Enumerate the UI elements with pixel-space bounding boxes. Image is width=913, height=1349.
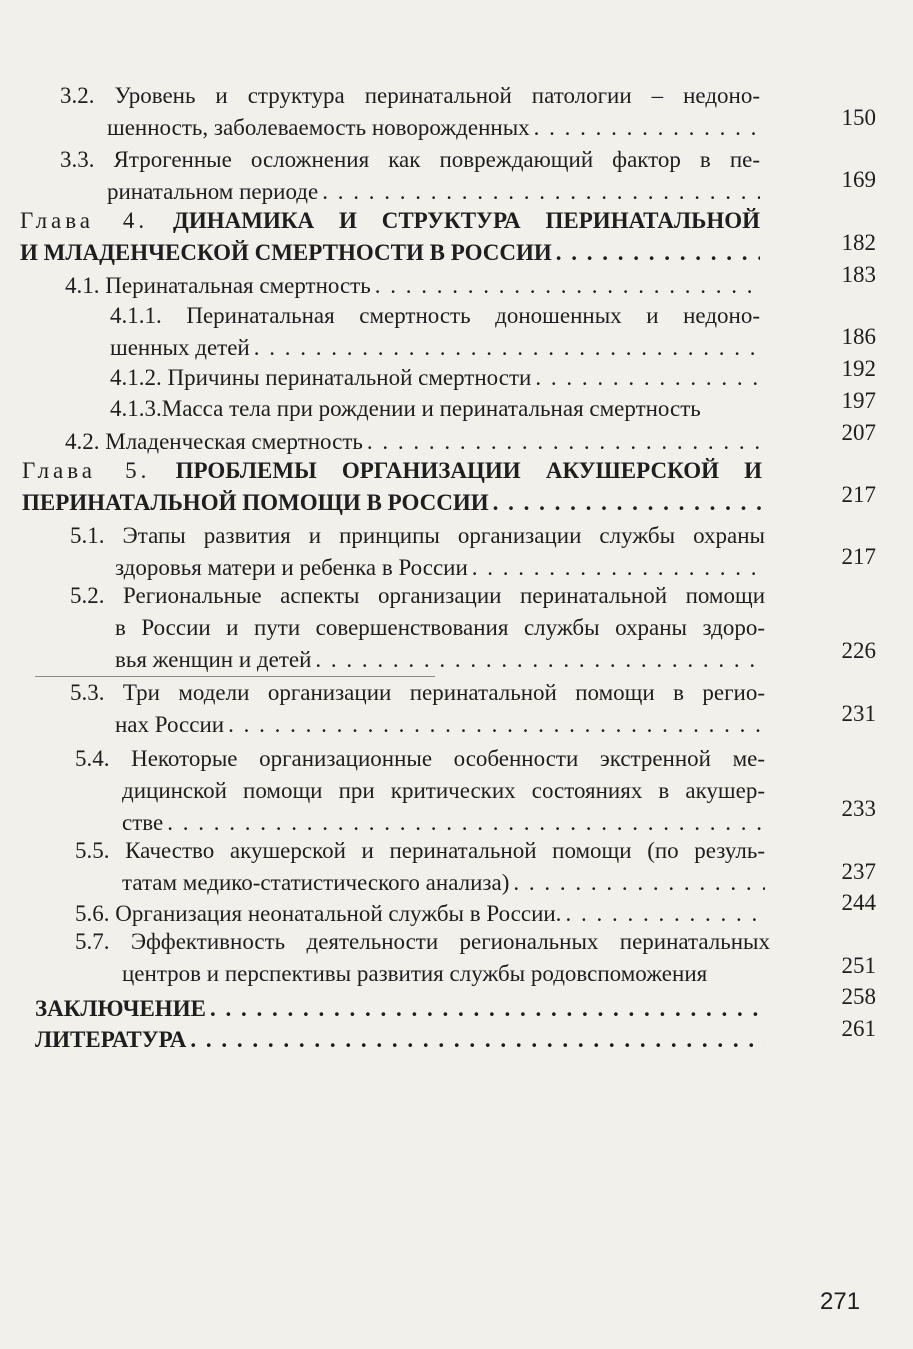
toc-entry-5-2	[70, 580, 765, 676]
leader-dots	[190, 1024, 765, 1056]
toc-entry-3-3	[60, 144, 760, 208]
toc-literature	[35, 1024, 765, 1056]
entry-title-line: здоровья матери и ребенка в России	[115, 555, 468, 580]
entry-title-line: Эффективность деятельности региональных перинатальных	[130, 929, 770, 954]
entry-title-line: Причины перинатальной смертности	[167, 365, 532, 390]
entry-title-line: Перинатальная смертность	[105, 273, 371, 298]
toc-entry-3-2	[60, 80, 760, 144]
entry-number: 5.1.	[70, 523, 105, 548]
entry-number: 5.5.	[75, 838, 110, 863]
chapter-label: Глава 4.	[20, 208, 149, 233]
entry-title-line: вья женщин и детей	[115, 647, 312, 672]
page-ref: 217	[841, 544, 876, 569]
entry-number: 4.1.1.	[110, 303, 162, 328]
entry-number: 5.3.	[70, 680, 105, 705]
page-ref: 244	[841, 890, 876, 915]
entry-title-line: в России и пути совершенствования службы охраны здоро-	[115, 615, 765, 640]
entry-title-line: Уровень и структура перинатальной патологии – недоно-	[114, 83, 760, 108]
toc-entry-4-1-1	[110, 300, 760, 364]
leader-dots	[535, 362, 760, 394]
entry-number: 5.2.	[70, 583, 105, 608]
leader-dots	[367, 426, 760, 458]
leader-dots	[534, 112, 760, 144]
page-ref: 261	[841, 1016, 876, 1041]
leader-dots	[375, 270, 760, 302]
page-ref: 186	[841, 324, 876, 349]
entry-title-line: нах России	[115, 712, 225, 737]
page-ref: 182	[841, 230, 876, 255]
page-ref: 197	[841, 388, 876, 413]
page-ref: 207	[841, 420, 876, 445]
toc-chapter-5	[22, 455, 762, 519]
leader-dots	[210, 993, 765, 1025]
entry-number: 4.1.3.	[110, 396, 162, 421]
page-ref: 217	[841, 482, 876, 507]
entry-title-line: Ятрогенные осложнения как повреждающий фактор в пе-	[113, 147, 761, 172]
leader-dots	[322, 176, 760, 208]
entry-number: 5.6.	[75, 901, 110, 926]
entry-number: 5.7.	[75, 929, 110, 954]
entry-title-line: Перинатальная смертность доношенных и недоно-	[186, 303, 761, 328]
page-ref: 169	[841, 167, 876, 192]
entry-title-line: центров и перспективы развития службы родовспоможения	[122, 961, 708, 986]
entry-title-line: шенность, заболеваемость новорожденных	[107, 115, 530, 140]
page-ref: 231	[841, 701, 876, 726]
entry-title-line: Этапы развития и принципы организации службы охраны	[122, 523, 766, 548]
toc-entry-4-1	[65, 270, 760, 302]
toc-entry-5-5	[75, 835, 765, 899]
entry-title-line: ринатальном периоде	[107, 179, 319, 204]
entry-title-line: Качество акушерской и перинатальной помощи (по резуль-	[125, 838, 765, 863]
toc-entry-5-1	[70, 520, 765, 584]
page-ref: 183	[841, 262, 876, 287]
chapter-title-line: И МЛАДЕНЧЕСКОЙ СМЕРТНОСТИ В РОССИИ	[20, 240, 552, 265]
toc-chapter-4	[20, 205, 760, 269]
section-title: ЛИТЕРАТУРА	[35, 1027, 187, 1052]
page-number: 271	[820, 1288, 861, 1315]
entry-number: 3.2.	[60, 83, 95, 108]
toc-entry-4-2	[65, 426, 760, 458]
entry-number: 3.3.	[60, 147, 95, 172]
toc-conclusion	[35, 993, 765, 1025]
page-ref: 251	[841, 953, 876, 978]
toc-entry-5-4	[75, 743, 765, 839]
entry-title-line: дицинской помощи при критических состояниях в акушер-	[122, 778, 765, 803]
entry-title-line: Некоторые организационные особенности экстренной ме-	[131, 746, 765, 771]
toc-entry-5-7	[75, 926, 770, 990]
entry-number: 5.4.	[75, 746, 110, 771]
entry-title-line: Масса тела при рождении и перинатальная смертность	[161, 396, 701, 421]
entry-number: 4.2.	[65, 429, 100, 454]
chapter-label: Глава 5.	[22, 458, 151, 483]
entry-number: 4.1.	[65, 273, 100, 298]
leader-dots	[493, 487, 762, 519]
entry-title-line: Три модели организации перинатальной помощи в регио-	[122, 680, 765, 705]
page-ref: 233	[841, 796, 876, 821]
toc-entry-5-3	[70, 677, 765, 741]
chapter-title-line: ПЕРИНАТАЛЬНОЙ ПОМОЩИ В РОССИИ	[22, 490, 489, 515]
toc-entry-4-1-3	[110, 393, 770, 425]
entry-title-line: Региональные аспекты организации перинатальной помощи	[123, 583, 766, 608]
page-ref: 226	[841, 638, 876, 663]
leader-dots	[228, 709, 765, 741]
entry-title-line: шенных детей	[110, 335, 250, 360]
leader-dots	[556, 237, 760, 269]
entry-title-line: татам медико-статистического анализа)	[122, 870, 510, 895]
page-ref: 192	[841, 356, 876, 381]
toc-entry-4-1-2	[110, 362, 760, 394]
leader-dots	[513, 867, 765, 899]
entry-number: 4.1.2.	[110, 365, 162, 390]
page-ref: 258	[841, 984, 876, 1009]
entry-title-line: Младенческая смертность	[105, 429, 363, 454]
entry-title-line: стве	[122, 810, 164, 835]
page-ref: 150	[841, 105, 876, 130]
leader-dots	[254, 332, 760, 364]
chapter-title-line: ПРОБЛЕМЫ ОРГАНИЗАЦИИ АКУШЕРСКОЙ И	[175, 458, 763, 483]
section-title: ЗАКЛЮЧЕНИЕ	[35, 996, 206, 1021]
page-ref: 237	[841, 859, 876, 884]
leader-dots	[315, 644, 765, 676]
chapter-title-line: ДИНАМИКА И СТРУКТУРА ПЕРИНАТАЛЬНОЙ	[173, 208, 760, 233]
entry-title-line: Организация неонатальной службы в России.	[115, 901, 562, 926]
